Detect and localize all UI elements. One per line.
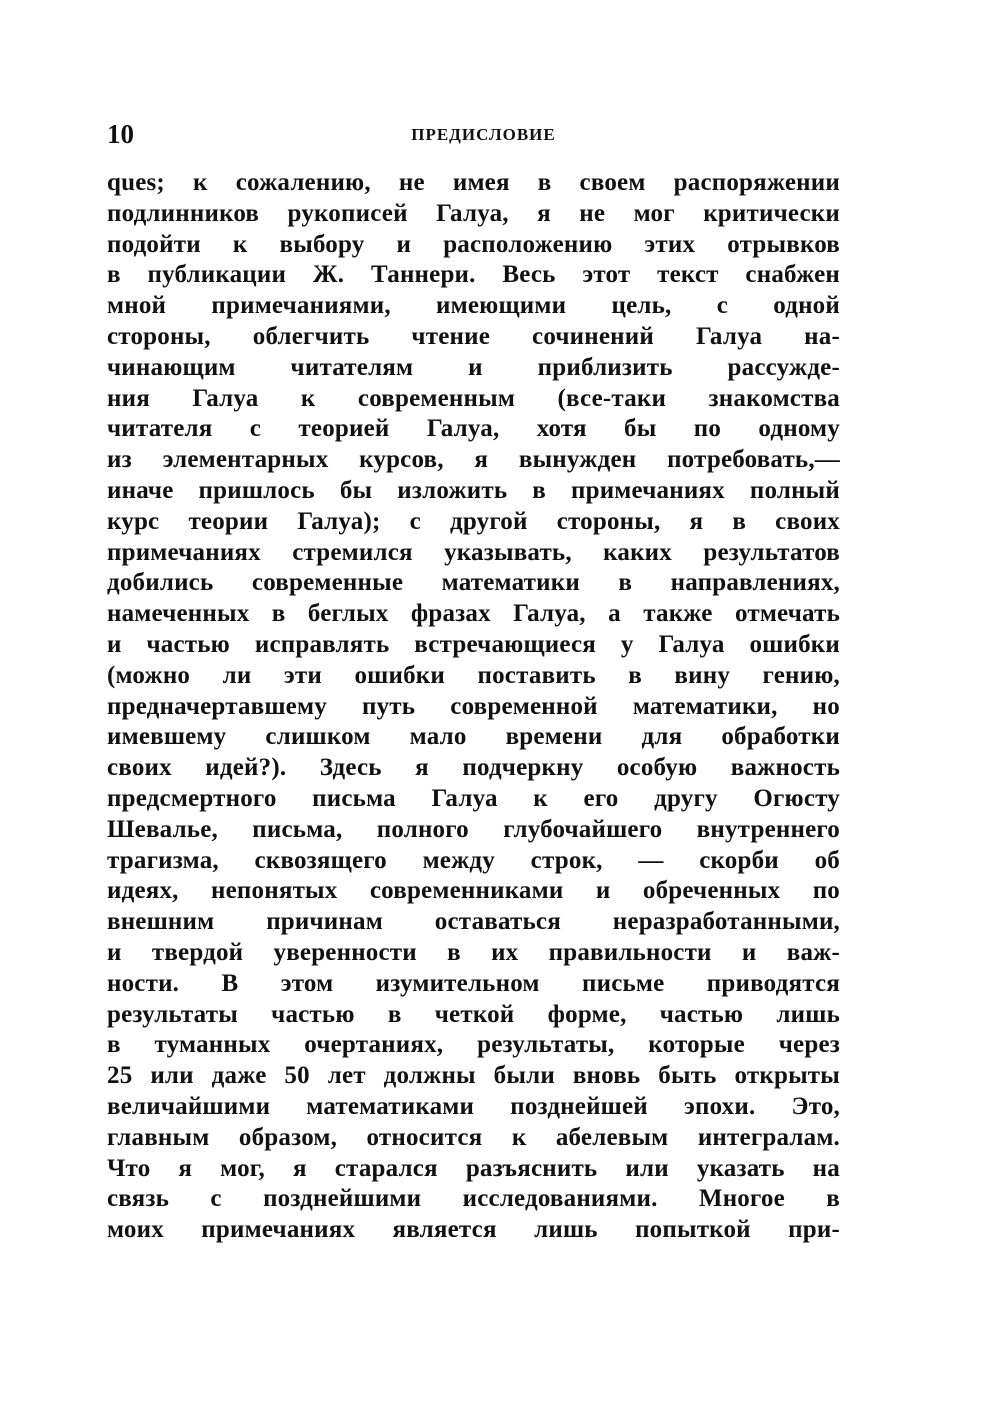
text-line: курс теории Галуа); с другой стороны, я в своих xyxy=(107,507,840,535)
text-line: предначертавшему путь современной математики, но xyxy=(107,692,840,720)
text-line: Шевалье, письма, полного глубочайшего внутреннего xyxy=(107,815,840,843)
text-line: своих идей?). Здесь я подчеркну особую важность xyxy=(107,754,840,782)
text-line: добились современные математики в направлениях, xyxy=(107,569,840,597)
text-line: стороны, облегчить чтение сочинений Галуа на- xyxy=(107,322,840,350)
text-line: иначе пришлось бы изложить в примечаниях полный xyxy=(107,476,840,504)
running-head xyxy=(107,118,840,150)
text-line: 25 или даже 50 лет должны были вновь быть открыты xyxy=(107,1062,840,1090)
text-line: ния Галуа к современным (все-таки знакомства xyxy=(107,384,840,412)
text-line: из элементарных курсов, я вынужден потребовать,— xyxy=(107,446,840,474)
text-line: ques; к сожалению, не имея в своем распоряжении xyxy=(107,169,840,196)
text-line: (можно ли эти ошибки поставить в вину гению, xyxy=(107,661,840,689)
text-line: имевшему слишком мало времени для обработки xyxy=(107,723,840,751)
text-line: ности. В этом изумительном письме приводятся xyxy=(107,969,840,997)
text-line: моих примечаниях является лишь попыткой при- xyxy=(107,1216,840,1244)
body-text xyxy=(107,168,840,1246)
text-line: трагизма, сквозящего между строк, — скорби об xyxy=(107,846,840,874)
running-title: ПРЕДИСЛОВИЕ xyxy=(411,125,556,144)
text-line: связь с позднейшими исследованиями. Многое в xyxy=(107,1185,840,1213)
text-line: результаты частью в четкой форме, частью лишь xyxy=(107,1000,840,1028)
text-line: внешним причинам оставаться неразработанными, xyxy=(107,908,840,936)
text-line: предсмертного письма Галуа к его другу Огюсту xyxy=(107,784,840,812)
text-line: величайшими математиками позднейшей эпохи. Это, xyxy=(107,1092,840,1120)
page-number: 10 xyxy=(107,119,134,149)
text-line: подлинников рукописей Галуа, я не мог критически xyxy=(107,199,840,227)
text-line: мной примечаниями, имеющими цель, с одной xyxy=(107,292,840,320)
text-line: и твердой уверенности в их правильности и важ- xyxy=(107,938,840,966)
text-line: читателя с теорией Галуа, хотя бы по одному xyxy=(107,415,840,443)
text-line: идеях, непонятых современниками и обреченных по xyxy=(107,877,840,905)
text-line: намеченных в беглых фразах Галуа, а также отмечать xyxy=(107,600,840,628)
text-line: главным образом, относится к абелевым интегралам. xyxy=(107,1123,840,1151)
text-line: в публикации Ж. Таннери. Весь этот текст снабжен xyxy=(107,261,840,289)
text-line: в туманных очертаниях, результаты, которые через xyxy=(107,1031,840,1059)
text-line: Что я мог, я старался разъяснить или указать на xyxy=(107,1154,840,1182)
text-line: подойти к выбору и расположению этих отрывков xyxy=(107,230,840,258)
text-line: и частью исправлять встречающиеся у Галуа ошибки xyxy=(107,630,840,658)
text-line: чинающим читателям и приблизить рассужде- xyxy=(107,353,840,381)
text-line: примечаниях стремился указывать, каких результатов xyxy=(107,538,840,566)
